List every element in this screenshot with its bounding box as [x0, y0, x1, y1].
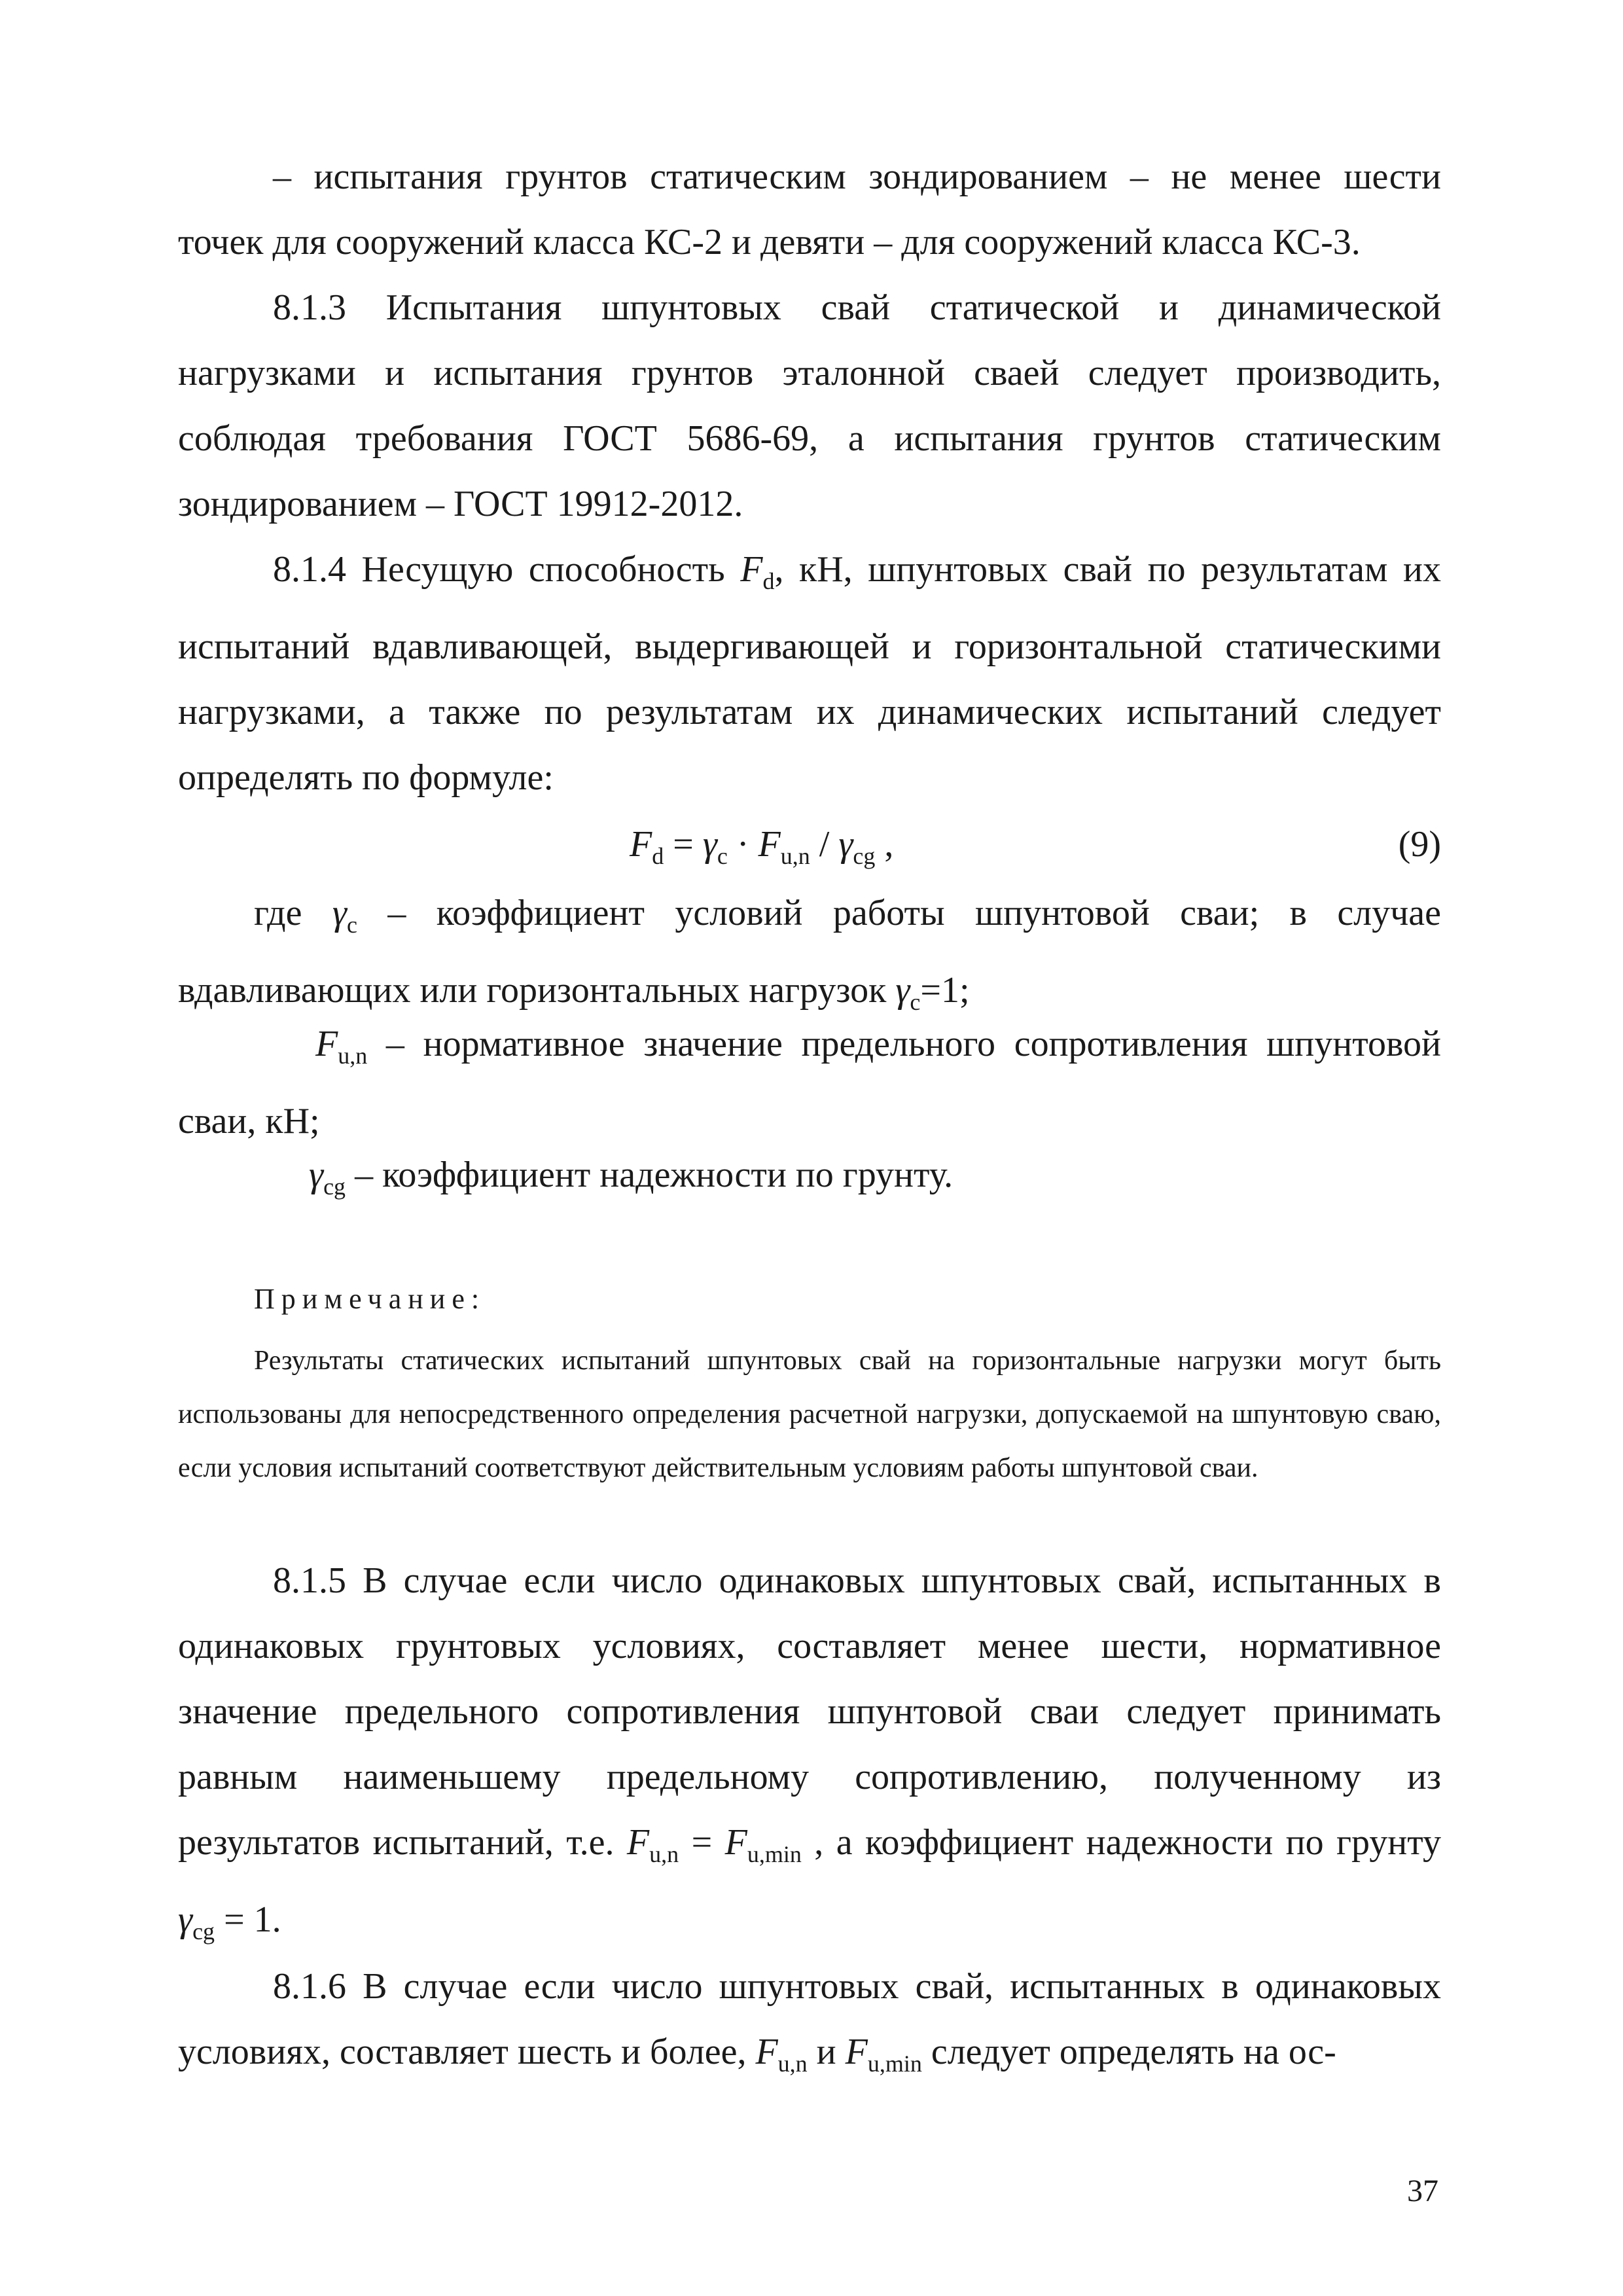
note-text: Результаты статических испытаний шпунтовых свай на горизонтальные нагрузки могут быть использованы для непосредственного определения расчетной нагрузки, допускаемой на шпунтовую сваю, если условия испытаний соответствуют действительным условиям работы шпунтовой сваи.	[178, 1346, 1441, 1483]
paragraph-8-1-5	[178, 1548, 1441, 1964]
note-title: Примечание:	[254, 1283, 486, 1315]
p6-F: F	[755, 2032, 778, 2072]
where-text-3: – коэффициент надежности по грунту.	[346, 1155, 954, 1195]
where-F-un	[178, 1011, 1441, 1154]
where-sub-un: u,n	[338, 1043, 368, 1069]
symbol-F: F	[740, 549, 763, 590]
formula-F2: F	[758, 824, 781, 865]
p5-text-a: 8.1.5 В случае если число одинаковых шпунтовых свай, испытанных в одинаковых грунтовых условиях, составляет менее шести, нормативное значение предельного сопротивления шпунтовой сваи следует принимать равным наименьшему предельному сопротивлению, полученному из результатов испытаний, т.е.	[178, 1560, 1441, 1863]
formula-sub-un: u,n	[780, 843, 810, 869]
formula-sub-cg: cg	[853, 843, 876, 869]
page-number: 37	[1407, 2174, 1438, 2208]
p3-text-a: 8.1.4 Несущую способность	[273, 549, 741, 590]
where-gamma-b: γ	[895, 970, 910, 1011]
p5-sub-un: u,n	[649, 1841, 679, 1867]
formula-gamma: γ	[702, 824, 717, 865]
formula-sub-c: c	[717, 843, 728, 869]
formula-comma: ,	[875, 824, 894, 865]
formula-expression	[630, 812, 893, 889]
p1-line2: точек для сооружений класса КС-2 и девяти – для сооружений класса КС-3.	[178, 222, 1361, 262]
p5-sub-cg: cg	[192, 1918, 215, 1945]
where-gamma: γ	[332, 893, 347, 933]
where-text-1: – коэффициент условий работы шпунтовой сваи; в случае вдавливающих или горизонтальных нагрузок	[178, 893, 1442, 1011]
formula-gamma2: γ	[838, 824, 853, 865]
where-sub-c-b: c	[910, 989, 921, 1015]
p5-sub-umin: u,min	[747, 1841, 802, 1867]
p6-F2: F	[845, 2032, 868, 2072]
paragraph-list-item-cont	[178, 209, 1441, 275]
p5-text-c: = 1.	[215, 1899, 281, 1940]
p6-sub-umin: u,min	[867, 2051, 922, 2077]
p5-F2: F	[724, 1822, 747, 1863]
where-label: где	[254, 893, 332, 933]
formula-sub-d: d	[652, 843, 664, 869]
formula-F: F	[630, 824, 652, 865]
formula-eq: =	[664, 824, 703, 865]
p5-F: F	[626, 1822, 650, 1863]
p2-text: 8.1.3 Испытания шпунтовых свай статической и динамической нагрузками и испытания грунтов эталонной сваей следует производить, соблюдая требования ГОСТ 5686-69, а испытания грунтов статическим зондированием – ГОСТ 19912-2012.	[178, 287, 1441, 524]
subscript-d: d	[762, 568, 775, 594]
p5-eq: =	[679, 1822, 725, 1863]
where-text-1c: =1;	[920, 970, 970, 1011]
p1-line1: – испытания грунтов статическим зондированием – не менее шести	[273, 156, 1441, 197]
p6-text-b: следует определять на ос-	[921, 2032, 1336, 2072]
where-sub-cg: cg	[323, 1174, 346, 1200]
where-gamma-cg-sym: γ	[309, 1155, 324, 1195]
formula-dot: ·	[727, 824, 758, 865]
where-gamma-cg	[178, 1142, 1441, 1219]
paragraph-8-1-3	[178, 275, 1441, 537]
where-F: F	[315, 1024, 338, 1064]
p5-gamma: γ	[178, 1899, 193, 1940]
p3-text-b: , кН, шпунтовых свай по результатам их испытаний вдавливающей, выдергивающей и горизонтальной статическими нагрузками, а также по результатам их динамических испытаний следует определять по формуле:	[178, 549, 1442, 798]
p6-text-a: 8.1.6 В случае если число шпунтовых свай, испытанных в одинаковых условиях, составляет шесть и более,	[178, 1966, 1441, 2072]
p5-text-b: , а коэффициент надежности по грунту	[801, 1822, 1441, 1863]
paragraph-8-1-4	[178, 537, 1441, 810]
p6-sub-un: u,n	[777, 2051, 808, 2077]
where-text-2: – нормативное значение предельного сопротивления шпунтовой сваи, кН;	[178, 1024, 1441, 1141]
formula-number: (9)	[1398, 824, 1441, 865]
p6-and: и	[807, 2032, 846, 2072]
paragraph-8-1-6	[178, 1954, 1441, 2096]
where-sub-c: c	[347, 912, 357, 938]
formula-slash: /	[810, 824, 839, 865]
